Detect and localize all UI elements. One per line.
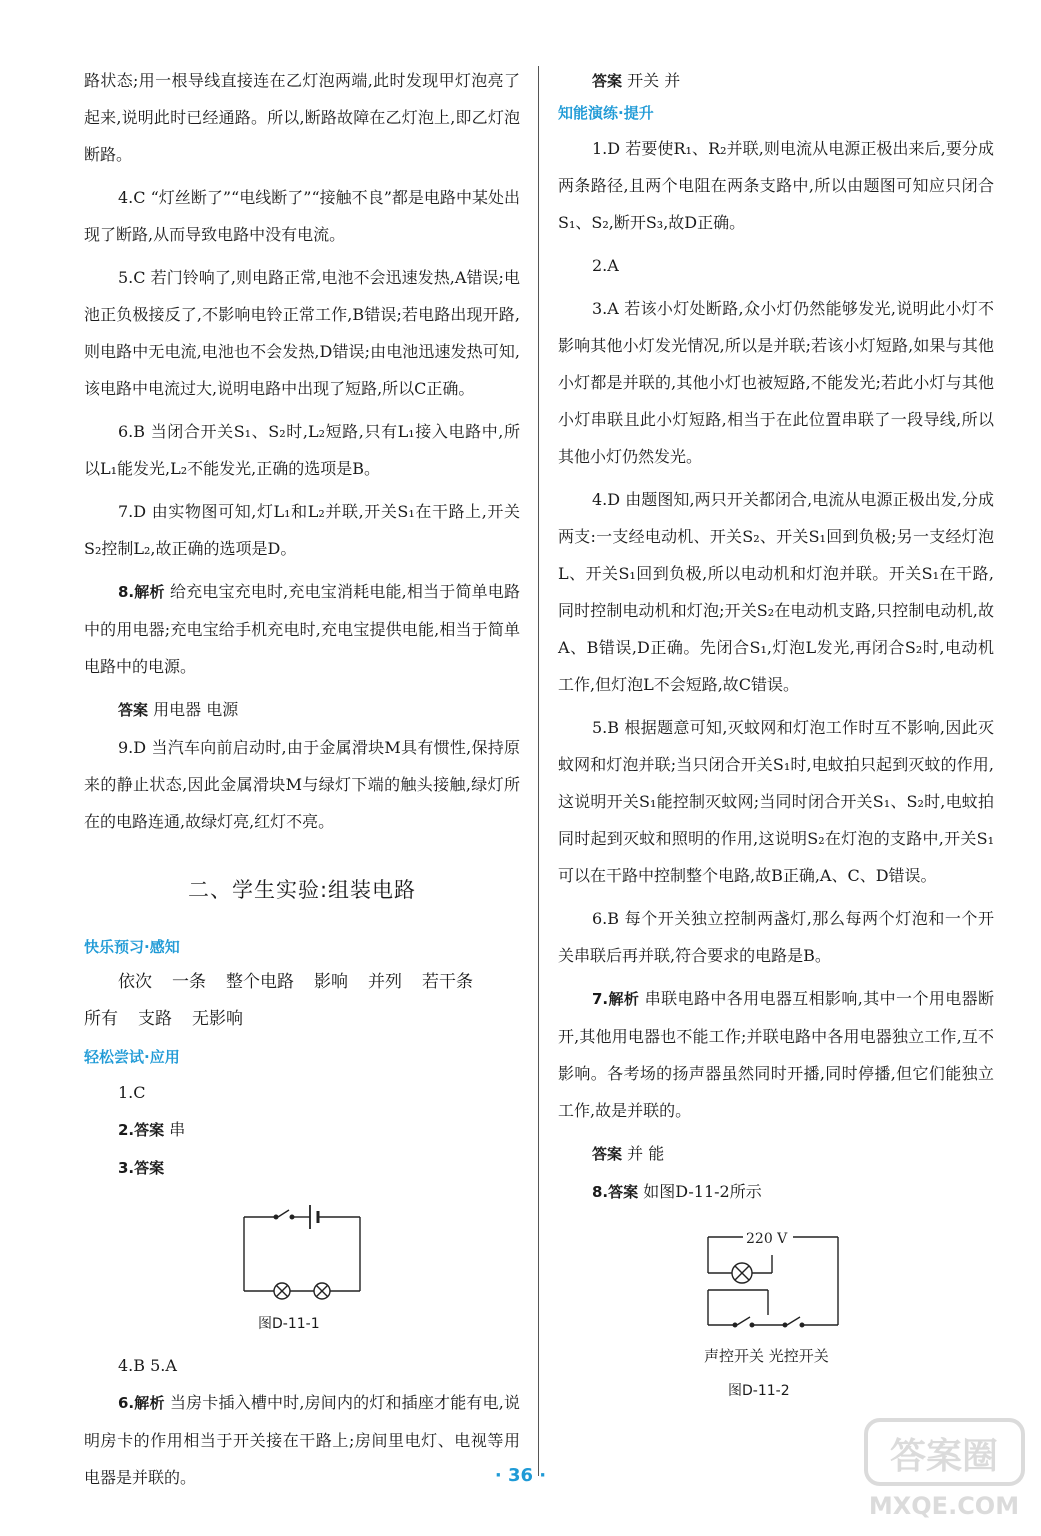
section-heading-preview: 快乐预习·感知: [84, 938, 180, 956]
improve-answer-3: 3.A 若该小灯处断路,众小灯仍然能够发光,说明此小灯不影响其他小灯发光情况,所以是并联;若该小灯短路,如果与其他小灯都是并联的,其他小灯也被短路,不能发光;若此小灯与其他小灯串联且此小灯短路,相当于在此位置串联了一段导线,所以其他小灯仍然发光。: [558, 299, 994, 466]
word: 支路: [138, 1009, 172, 1029]
try-answer-6-text: 当房卡插入槽中时,房间内的灯和插座才能有电,说明房卡的作用相当于开关接在干路上;房间里电灯、电视等用电器是并联的。: [84, 1393, 520, 1487]
svg-text:MXQE.COM: MXQE.COM: [868, 1492, 1020, 1520]
word: 所有: [84, 1009, 118, 1029]
answer-6: 6.B 当闭合开关S₁、S₂时,L₂短路,只有L₁接入电路中,所以L₁能发光,L₂不能发光,正确的选项是B。: [84, 422, 520, 478]
improve-answer-7-text: 串联电路中各用电器互相影响,其中一个用电器断开,其他用电器也不能工作;并联电路中各用电器独立工作,互不影响。各考场的扬声器虽然同时开播,同时停播,但它们能独立工作,故是并联的。: [558, 989, 994, 1120]
answer-label: 答案: [592, 72, 623, 90]
answer-label: 答案: [592, 1145, 623, 1163]
word: 一条: [172, 972, 206, 992]
try-answer-1: 1.C: [118, 1083, 146, 1102]
page-number: · 36 ·: [494, 1465, 547, 1486]
word: 依次: [118, 972, 152, 992]
answer-8-key: [84, 691, 520, 729]
answer-8-text: 给充电宝充电时,充电宝消耗电能,相当于简单电路中的用电器;充电宝给手机充电时,充电宝提供电能,相当于简单电路中的电源。: [84, 582, 520, 676]
section-title: 二、学生实验:组装电路: [187, 878, 417, 902]
answer-8: [84, 573, 520, 685]
figure-caption-2: 图D-11-2: [728, 1383, 790, 1399]
word: 若干条: [422, 972, 473, 992]
improve-answer-5: 5.B 根据题意可知,灭蚊网和灯泡工作时互不影响,因此灭蚊网和灯泡并联;当只闭合开关S₁时,电蚊拍只起到灭蚊的作用,这说明开关S₁能控制灭蚊网;当同时闭合开关S₁、S₂时,电蚊拍同时起到灭蚊和照明的作用,这说明S₂在灯泡的支路中,开关S₁可以在干路中控制整个电路,故B正确,A、C、D错误。: [558, 718, 994, 885]
word: 无影响: [192, 1009, 243, 1029]
try-answer-2-text: 串: [169, 1120, 186, 1139]
section-heading-try: 轻松尝试·应用: [84, 1048, 180, 1066]
analysis-label: 6.解析: [118, 1394, 165, 1412]
analysis-label: 7.解析: [592, 990, 640, 1008]
try-answer-2: [84, 1111, 520, 1149]
word: 整个电路: [226, 972, 294, 992]
improve-answer-1: 1.D 若要使R₁、R₂并联,则电流从电源正极出来后,要分成两条路径,且两个电阻在两条支路中,所以由题图可知应只闭合S₁、S₂,断开S₃,故D正确。: [558, 139, 994, 232]
try-answer-6-key-text: 开关 并: [627, 71, 681, 90]
answer-4: 4.C “灯丝断了”“电线断了”“接触不良”都是电路中某处出现了断路,从而导致电路中没有电流。: [84, 188, 520, 244]
try-answer-4-5: 4.B 5.A: [118, 1356, 177, 1375]
voltage-label: 220 V: [746, 1231, 788, 1247]
left-column: [84, 62, 520, 1496]
word: 影响: [314, 972, 348, 992]
circuit-diagram-1: [84, 1191, 520, 1311]
analysis-label: 8.解析: [118, 583, 165, 601]
left-paragraph-continued: 路状态;用一根导线直接连在乙灯泡两端,此时发现甲灯泡亮了起来,说明此时已经通路。所以,断路故障在乙灯泡上,即乙灯泡断路。: [84, 71, 520, 164]
improve-answer-4: 4.D 由题图知,两只开关都闭合,电流从电源正极出发,分成两支:一支经电动机、开关S₂、开关S₁回到负极;另一支经灯泡L、开关S₁回到负极,所以电动机和灯泡并联。开关S₁在干路,同时控制电动机和灯泡;开关S₂在电动机支路,只控制电动机,故A、B错误,D正确。先闭合S₁,灯泡L发光,再闭合S₂时,电动机工作,但灯泡L不会短路,故C错误。: [558, 490, 994, 694]
answer-7: 7.D 由实物图可知,灯L₁和L₂并联,开关S₁在干路上,开关S₂控制L₂,故正确的选项是D。: [84, 502, 520, 558]
improve-answer-7: [558, 980, 994, 1129]
improve-answer-2: 2.A: [592, 256, 619, 275]
answer-label: 3.答案: [118, 1159, 165, 1177]
improve-answer-6: 6.B 每个开关独立控制两盏灯,那么每两个灯泡和一个开关串联后再并联,符合要求的电路是B。: [558, 909, 994, 965]
watermark-logo: [862, 1414, 1027, 1524]
svg-text:答案圈: 答案圈: [889, 1436, 999, 1477]
word: 并列: [368, 972, 402, 992]
answer-label: 答案: [118, 701, 149, 719]
column-divider: [538, 66, 539, 1476]
figure-caption-1: 图D-11-1: [258, 1316, 320, 1332]
answer-label: 8.答案: [592, 1183, 639, 1201]
section-heading-improve: 知能演练·提升: [558, 104, 654, 122]
improve-answer-8: [558, 1173, 994, 1211]
answer-5: 5.C 若门铃响了,则电路正常,电池不会迅速发热,A错误;电池正负极接反了,不影响电铃正常工作,B错误;若电路出现开路,则电路中无电流,电池也不会发热,D错误;由电池迅速发热可知,该电路中电流过大,说明电路中出现了短路,所以C正确。: [84, 268, 520, 398]
try-answer-6-key: [558, 62, 994, 100]
switch-labels: 声控开关 光控开关: [704, 1347, 829, 1365]
fill-words-line-1: [84, 964, 520, 1001]
try-answer-3: [84, 1149, 520, 1187]
fill-words-line-2: [84, 1001, 520, 1038]
improve-answer-7-key-text: 并 能: [627, 1144, 665, 1163]
answer-9: 9.D 当汽车向前启动时,由于金属滑块M具有惯性,保持原来的静止状态,因此金属滑块M与绿灯下端的触头接触,绿灯所在的电路连通,故绿灯亮,红灯不亮。: [84, 738, 520, 831]
improve-answer-7-key: [558, 1135, 994, 1173]
circuit-diagram-2: [558, 1215, 994, 1345]
improve-answer-8-text: 如图D-11-2所示: [643, 1182, 762, 1201]
answer-label: 2.答案: [118, 1121, 165, 1139]
right-column: [558, 62, 994, 1400]
answer-8-key-text: 用电器 电源: [153, 700, 239, 719]
